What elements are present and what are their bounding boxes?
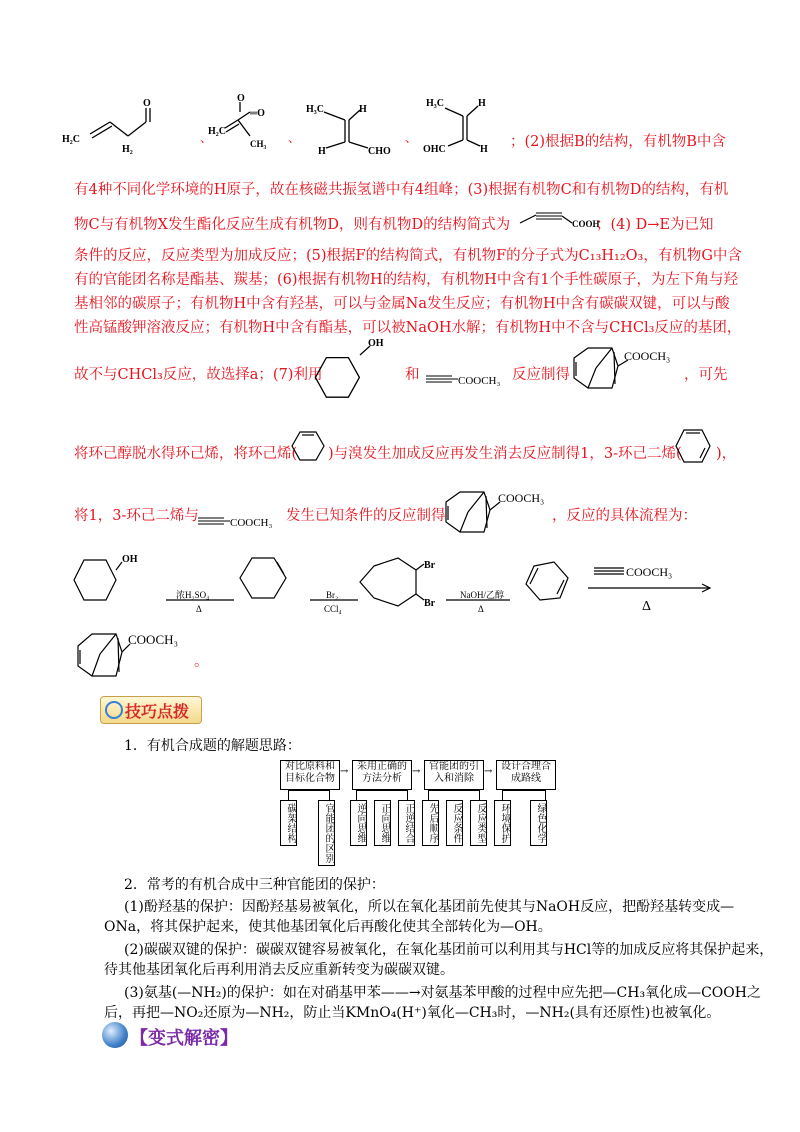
reagent-delta: Δ	[196, 604, 202, 614]
method-flowchart	[280, 760, 560, 870]
structure-methylpropenal	[225, 102, 250, 136]
label-eq-o: ═O	[250, 108, 265, 119]
flow-sub-6: 先后顺序	[422, 800, 439, 846]
label-h2c-2: H₂C	[208, 126, 226, 137]
reagent-naoh: NaOH/乙醇	[460, 590, 504, 600]
flow-sub-3: 逆向思维	[350, 800, 367, 846]
tip-banner	[100, 696, 202, 724]
answer-line-6: 基相邻的碳原子；有机物H中含有羟基，可以与金属Na发生反应；有机物H中含有碳碳双键，可以与酸	[74, 296, 730, 312]
answer-line-8c: 反应制得	[512, 367, 570, 383]
magnifier-icon	[105, 701, 123, 719]
structure-crotonaldehyde-z	[324, 110, 368, 148]
answer-line-8d: ，可先	[684, 367, 728, 383]
globe-icon	[102, 1022, 128, 1048]
methyl-propiolate-icon	[424, 368, 524, 392]
label-oh: OH	[122, 554, 138, 565]
label-cooch3: COOCH₃	[230, 517, 273, 529]
reagent-cooch3: COOCH₃	[626, 565, 673, 579]
label-ch3: CH₃	[250, 139, 267, 149]
flow-product	[72, 626, 212, 686]
flow-sub-8: 反应类型	[470, 800, 487, 846]
answer-line-2: 有4种不同化学环境的H原子，故在核磁共振氢谱中有4组峰；(3)根据有机物C和有机物D的结构，有机	[74, 182, 729, 198]
reagent-delta: Δ	[478, 604, 484, 614]
structure-butynoic-acid	[516, 207, 606, 233]
tip-p1a: (1)酚羟基的保护：因酚羟基易被氧化，所以在氧化基团前先使其与NaOH反应，把酚羟基转变成—	[124, 899, 735, 915]
flow-box-1: 对比原料和目标化合物	[280, 760, 340, 790]
label-br: Br	[424, 598, 436, 609]
flow-sub-1: 碳架结构	[280, 800, 297, 846]
separator: 、	[288, 131, 301, 145]
label-h: H	[359, 104, 367, 115]
label-o: O	[143, 98, 151, 109]
answer-line-10a: 将1，3-环己二烯与	[74, 508, 199, 524]
separator: 、	[405, 131, 418, 145]
tip-p1b: ONa，将其保护起来，使其他基团氧化后再酸化使其全部转化为—OH。	[104, 919, 552, 935]
label-cooch3: COOCH₃	[458, 375, 501, 387]
answer-line-7: 性高锰酸钾溶液反应；有机物H中含有酯基，可以被NaOH水解；有机物H中不含与CHCl₃反应的基团，	[74, 320, 742, 336]
label-cooch3: COOCH₃	[624, 349, 671, 363]
tip-p3b: 后，再把—NO₂还原为—NH₂，防止当KMnO₄(H⁺)氧化—CH₃时，—NH₂(具有还原性)也被氧化。	[104, 1005, 721, 1021]
reagent-br2: Br₂	[326, 590, 339, 600]
label-o-2: O	[237, 93, 245, 104]
flow-box-4: 设计合理合成路线	[496, 760, 556, 790]
label-br: Br	[424, 560, 436, 571]
label-h: H	[480, 144, 488, 155]
bicyclic-ester-icon-2	[440, 484, 560, 544]
reagent-h2so4: 浓H₂SO₄	[176, 590, 210, 600]
label-oh: OH	[368, 338, 384, 349]
label-cooh: COOH	[572, 219, 600, 229]
answer-line-8b: 和	[405, 367, 420, 383]
cyclohexene-icon	[288, 426, 328, 466]
tip-item-2: 2．常考的有机合成中三种官能团的保护：	[124, 877, 385, 893]
methyl-propiolate-icon-2	[196, 510, 296, 534]
answer-line-9b: )与溴发生加成反应再发生消去反应制得1，3-环己二烯(	[328, 446, 682, 462]
flow-sub-9: 环境保护	[494, 800, 511, 846]
arrow-icon: →	[484, 766, 493, 777]
label-h: H	[318, 146, 326, 157]
label-h2c: H₂C	[62, 134, 80, 145]
flow-box-2: 采用正确的方法分析	[352, 760, 412, 790]
answer-line-10c: ，反应的具体流程为：	[552, 508, 697, 524]
separator: 、	[200, 131, 213, 145]
structure-crotonaldehyde-e	[445, 106, 480, 146]
structure-row-1	[60, 92, 520, 167]
answer-line-10b: 发生已知条件的反应制得	[286, 508, 446, 524]
reagent-ccl4: CCl₄	[324, 604, 342, 614]
flow-end: 。	[194, 654, 209, 670]
flow-sub-2: 官能团的区别	[318, 800, 335, 866]
arrow-icon: →	[412, 766, 421, 777]
cyclohexanol-icon	[300, 334, 384, 414]
label-cooch3: COOCH₃	[128, 632, 179, 647]
flow-sub-10: 绿色化学	[530, 800, 547, 846]
tip-banner-label: 技巧点拨	[125, 702, 190, 721]
flow-box-3: 官能团的引入和消除	[424, 760, 484, 790]
answer-line-9c: )，	[716, 446, 737, 462]
arrow-icon: →	[340, 766, 349, 777]
tip-p2a: (2)碳碳双键的保护：碳碳双键容易被氧化，在氧化基团前可以利用其与HCl等的加成反应将其保护起来，	[124, 942, 774, 958]
label-cooch3: COOCH₃	[498, 491, 545, 505]
answer-line-1: ；(2)根据B的结构，有机物B中含	[510, 134, 726, 150]
label-h: H	[478, 98, 486, 109]
answer-line-3b: ；(4) D→E为已知	[596, 217, 714, 233]
structure-butenal	[90, 108, 150, 138]
flow-sub-4: 正向思维	[374, 800, 391, 846]
variant-banner	[100, 1022, 290, 1050]
tip-p2b: 待其他基团氧化后再利用消去反应重新转变为碳碳双键。	[104, 962, 454, 978]
flow-sub-5: 正逆结合	[398, 800, 415, 846]
label-h3c: H₃C	[306, 104, 324, 115]
label-ohc: OHC	[423, 144, 446, 155]
tip-item-1: 1．有机合成题的解题思路：	[124, 738, 301, 754]
label-h2: H₂	[122, 144, 133, 155]
flow-sub-7: 反应条件	[446, 800, 463, 846]
tip-p3a: (3)氨基(—NH₂)的保护：如在对硝基甲苯——→对氨基苯甲酸的过程中应先把—CH₃氧化成—COOH之	[124, 985, 761, 1001]
reagent-delta: Δ	[642, 599, 652, 614]
answer-line-5: 有的官能团名称是酯基、羰基；(6)根据有机物H的结构，有机物H中含有1个手性碳原子，为左下角与羟	[74, 272, 739, 288]
answer-line-3a: 物C与有机物X发生酯化反应生成有机物D，则有机物D的结构简式为	[74, 217, 511, 233]
answer-line-9a: 将环己醇脱水得环己烯，将环己烯(	[74, 446, 298, 462]
variant-banner-label: 【变式解密】	[130, 1028, 238, 1049]
answer-line-4: 条件的反应，反应类型为加成反应；(5)根据F的结构简式，有机物F的分子式为C₁₃H₁₂O₃，有机物G中含	[74, 248, 742, 264]
answer-line-8a: 故不与CHCl₃反应，故选择a；(7)利用	[74, 367, 323, 383]
cyclohexadiene-icon	[672, 424, 716, 468]
label-h3c-2: H₃C	[426, 98, 444, 109]
bicyclic-ester-icon	[568, 340, 688, 400]
label-cho: CHO	[368, 146, 391, 157]
